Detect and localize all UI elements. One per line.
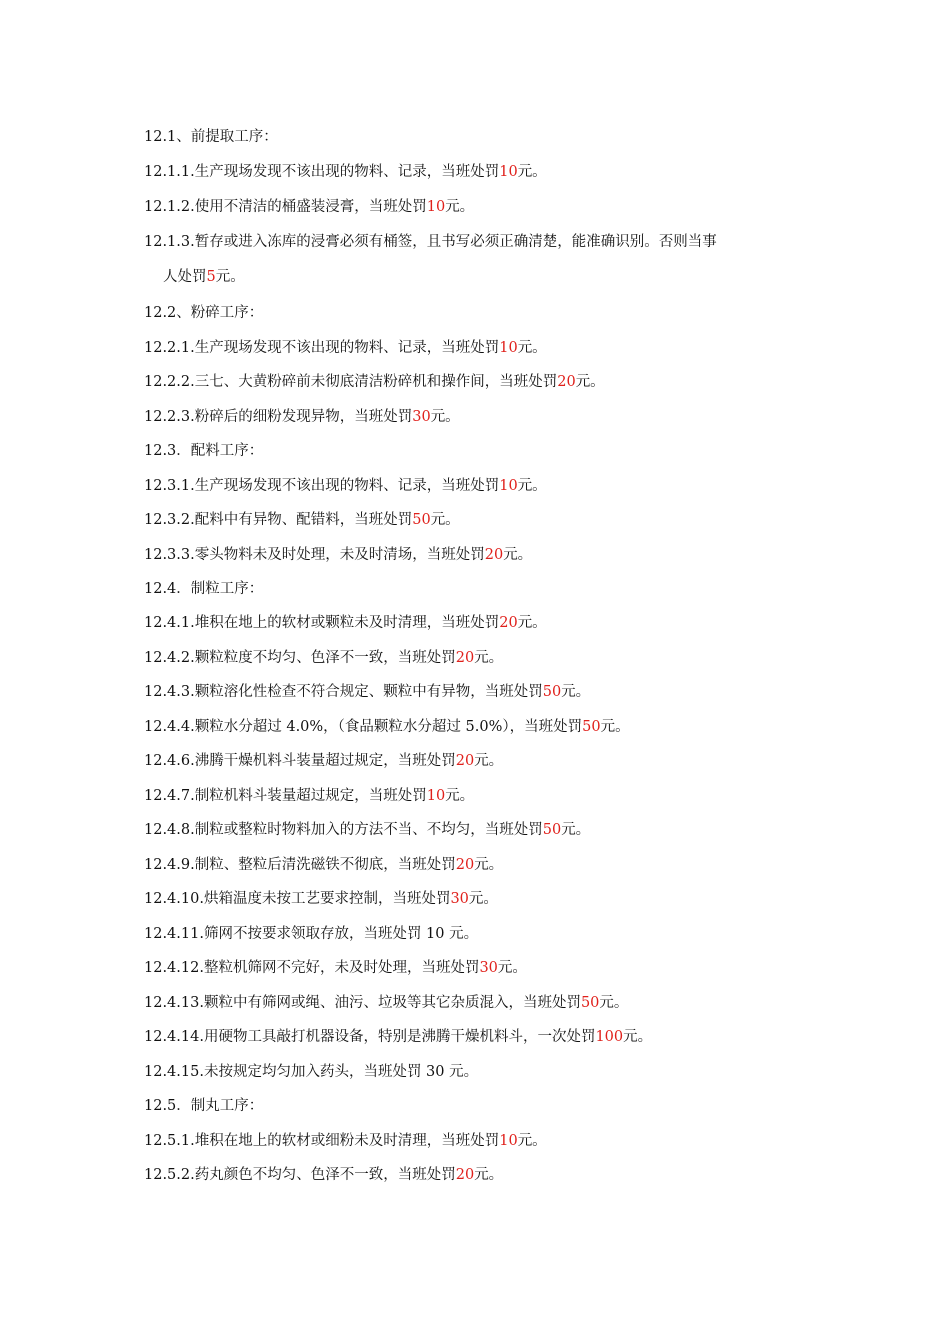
fine-amount: 50 [542, 822, 562, 838]
rule-item: 12.4.12.整粒机筛网不完好，未及时处理，当班处罚30元。 [144, 960, 527, 976]
fine-amount: 50 [542, 684, 562, 700]
rule-item: 12.2.1.生产现场发现不该出现的物料、记录，当班处罚10元。 [144, 340, 547, 356]
rule-item: 12.2.3.粉碎后的细粉发现异物，当班处罚30元。 [144, 409, 460, 425]
fine-amount: 20 [557, 374, 576, 390]
rule-item: 12.3.1.生产现场发现不该出现的物料、记录，当班处罚10元。 [144, 478, 547, 494]
rule-item: 12.4.11.筛网不按要求领取存放，当班处罚 10 元。 [144, 926, 479, 942]
section-heading: 12.1、前提取工序： [144, 129, 278, 145]
fine-amount: 10 [426, 788, 446, 804]
rule-item: 12.4.4.颗粒水分超过 4.0%，（食品颗粒水分超过 5.0%），当班处罚50元。 [144, 719, 630, 735]
section-heading: 12.2、粉碎工序： [144, 305, 264, 321]
fine-amount: 5 [206, 269, 216, 285]
rule-item: 12.1.1.生产现场发现不该出现的物料、记录，当班处罚10元。 [144, 164, 547, 180]
rule-item: 12.2.2.三七、大黄粉碎前未彻底清洁粉碎机和操作间，当班处罚20元。 [144, 374, 605, 390]
fine-amount: 10 [499, 340, 518, 356]
rule-item: 12.3.2.配料中有异物、配错料，当班处罚50元。 [144, 512, 460, 528]
section-heading: 12.4．制粒工序： [144, 581, 264, 597]
rule-item: 12.4.15.未按规定均匀加入药头，当班处罚 30 元。 [144, 1064, 479, 1080]
rule-item: 12.4.6.沸腾干燥机料斗装量超过规定，当班处罚20元。 [144, 753, 504, 769]
fine-amount: 20 [455, 753, 475, 769]
fine-amount: 20 [484, 547, 504, 563]
rule-item: 12.5.2.药丸颜色不均匀、色泽不一致，当班处罚20元。 [144, 1167, 504, 1183]
section-heading: 12.3．配料工序： [144, 443, 264, 459]
fine-amount: 30 [479, 960, 498, 976]
rule-item: 12.4.14.用硬物工具敲打机器设备，特别是沸腾干燥机料斗，一次处罚100元。 [144, 1029, 653, 1045]
fine-amount: 20 [455, 650, 475, 666]
fine-amount: 20 [455, 1167, 475, 1183]
rule-item: 12.4.7.制粒机料斗装量超过规定，当班处罚10元。 [144, 788, 475, 804]
fine-amount: 10 [499, 164, 518, 180]
fine-amount: 30 [412, 409, 431, 425]
rule-item: 12.4.9.制粒、整粒后清洗磁铁不彻底，当班处罚20元。 [144, 857, 504, 873]
fine-amount: 30 [450, 891, 469, 907]
fine-amount: 10 [499, 1133, 518, 1149]
rule-item: 12.1.3.暂存或进入冻库的浸膏必须有桶签，且书写必须正确清楚，能准确识别。否则当事 [144, 234, 717, 250]
fine-amount: 20 [455, 857, 475, 873]
fine-amount: 50 [580, 995, 600, 1011]
fine-amount: 20 [499, 615, 518, 631]
rule-item: 12.4.10.烘箱温度未按工艺要求控制，当班处罚30元。 [144, 891, 498, 907]
section-heading: 12.5．制丸工序： [144, 1098, 264, 1114]
rule-item: 12.4.1.堆积在地上的软材或颗粒未及时清理，当班处罚20元。 [144, 615, 547, 631]
rule-item: 12.1.2.使用不清洁的桶盛装浸膏，当班处罚10元。 [144, 199, 475, 215]
rule-item: 12.4.8.制粒或整粒时物料加入的方法不当、不均匀，当班处罚50元。 [144, 822, 591, 838]
rule-item: 12.3.3.零头物料未及时处理，未及时清场，当班处罚20元。 [144, 547, 533, 563]
rule-item: 12.4.2.颗粒粒度不均匀、色泽不一致，当班处罚20元。 [144, 650, 504, 666]
fine-amount: 10 [499, 478, 518, 494]
fine-amount: 100 [595, 1029, 624, 1045]
fine-amount: 10 [426, 199, 446, 215]
rule-item-continuation: 人处罚5元。 [163, 269, 245, 285]
rule-item: 12.4.3.颗粒溶化性检查不符合规定、颗粒中有异物，当班处罚50元。 [144, 684, 591, 700]
fine-amount: 50 [412, 512, 431, 528]
rule-item: 12.4.13.颗粒中有筛网或绳、油污、垃圾等其它杂质混入，当班处罚50元。 [144, 995, 629, 1011]
rule-item: 12.5.1.堆积在地上的软材或细粉未及时清理，当班处罚10元。 [144, 1133, 547, 1149]
fine-amount: 50 [582, 719, 601, 735]
